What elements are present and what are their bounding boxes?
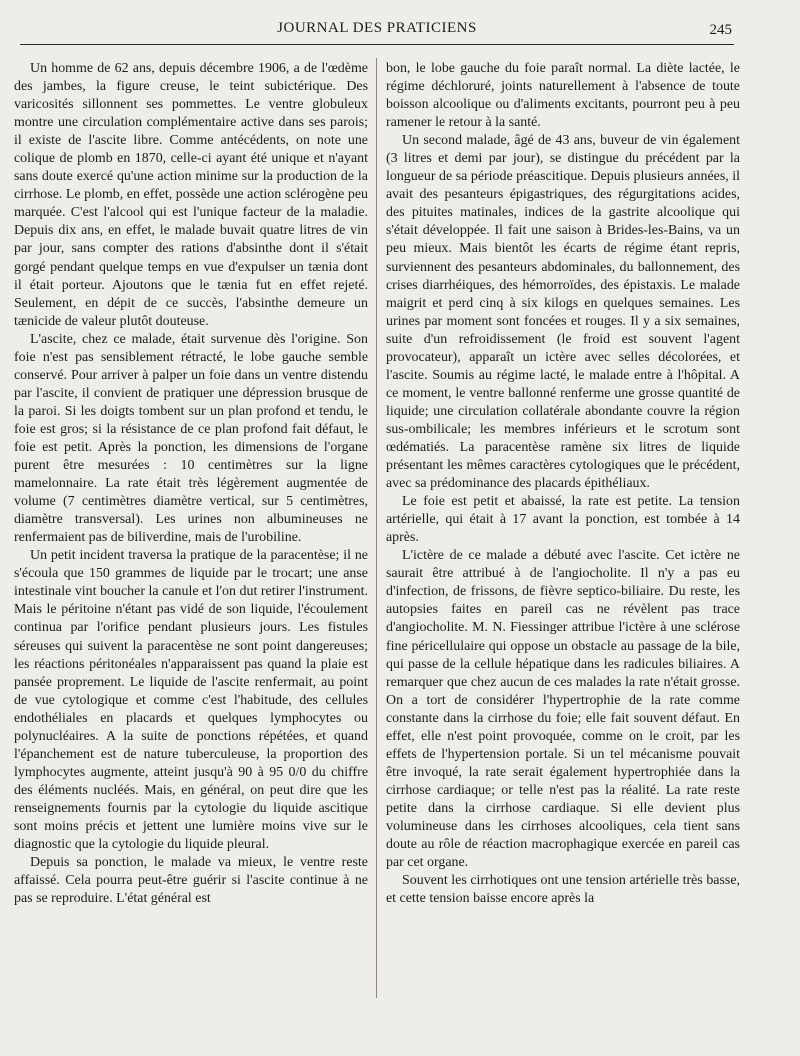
paragraph: Un second malade, âgé de 43 ans, buveur de vin également (3 litres et demi par jour), se distingue du précédent par la longueur de sa période préascitique. Depuis plusieurs années, il avait des pesanteurs épigastriques, des régurgitations acides, des pituites matinales, indices de la gastrite alcoolique qui s'était développée. Il fait une saison à Brides-les-Bains, va un peu mieux. Mais bientôt les écarts de régime étant repris, surviennent des pesanteurs abdominales, du ballonnement, des crises diarrhéiques, des hémorroïdes, des épistaxis. Le malade maigrit et perd cinq à six kilogs en quelques semaines. Les urines par moment sont foncées et rouges. Il y a six semaines, suite d'un refroidissement (le froid est souvent l'agent provocateur), apparaît un ictère avec selles décolorées, et l'ascite. Soumis au régime lacté, le malade entre à l'hôpital. A ce moment, le ventre ballonné renferme une grosse quantité de liquide; une circulation collatérale abondante couvre la région sus-ombilicale; les membres inférieurs et le scrotum sont œdématiés. La paracentèse ramène six litres de liquide présentant les mêmes caractères cytologiques que le précédent, avec sa prédominance des placards épithéliaux. <box>386 133 740 492</box>
paragraph: Le foie est petit et abaissé, la rate est petite. La tension artérielle, qui était à 17 avant la ponction, est tombée à 14 après. <box>386 494 740 546</box>
paragraph: Un homme de 62 ans, depuis décembre 1906, a de l'œdème des jambes, la figure creuse, le teint subictérique. Des varicosités sillonnent ses pommettes. Le ventre globuleux montre une circulation complémentaire active dans ses parois; il existe de l'ascite libre. Comme antécédents, on note une colique de plomb en 1870, celle-ci ayant été unique et n'ayant sans doute exercé qu'une action minime sur la production de la cirrhose. Le plomb, en effet, possède une action sclérogène peu marquée. C'est l'alcool qui est l'unique facteur de la maladie. Depuis dix ans, en effet, le malade buvait quatre litres de vin par jour, sans compter des rations d'absinthe dont il s'était gorgé pendant quelque temps en vue d'expulser un tænia dont il était porteur. Ajoutons que le tænia fut en effet rejeté. Seulement, en dépit de ce succès, l'absinthe demeure un tænicide de valeur plutôt douteuse. <box>14 61 368 329</box>
page-number: 245 <box>709 22 732 38</box>
header-rule <box>20 44 734 45</box>
journal-title: JOURNAL DES PRATICIENS <box>277 20 477 36</box>
left-column <box>14 60 368 908</box>
paragraph: Souvent les cirrhotiques ont une tension artérielle très basse, et cette tension baisse encore après la <box>386 873 740 907</box>
paragraph: Depuis sa ponction, le malade va mieux, le ventre reste affaissé. Cela pourra peut-être guérir si l'ascite continue à ne pas se reproduire. L'état général est <box>14 855 368 907</box>
paragraph: Un petit incident traversa la pratique de la paracentèse; il ne s'écoula que 150 grammes de liquide par le trocart; une anse intestinale vint boucher la canule et l'on dut retirer l'instrument. Mais le péritoine n'étant pas vidé de son liquide, l'écoulement continua par l'orifice pendant plusieurs jours. Les fistules séreuses qui suivent la paracentèse ne sont point dangereuses; les réactions péritonéales n'apparaissent pas quand la plaie est pansée proprement. Le liquide de l'ascite renfermait, au point de vue cytologique et comme c'est l'habitude, des cellules endothéliales en placards et quelques lymphocytes ou polynucléaires. A la suite de ponctions répétées, et quand l'épanchement est de nature tuberculeuse, la proportion des lymphocytes augmente, atteint jusqu'à 90 à 95 0/0 du chiffre des éléments nucléés. Mais, en général, on peut dire que les renseignements fournis par la cytologie du liquide ascitique sont moins précis et jettent une lumière moins vive sur le diagnostic que la cytologie du liquide pleural. <box>14 548 368 853</box>
column-divider <box>376 58 377 998</box>
right-column <box>386 60 740 908</box>
paragraph: bon, le lobe gauche du foie paraît normal. La diète lactée, le régime déchloruré, joints naturellement à l'absence de toute boisson alcoolique ou d'aliments excitants, pourront peu à peu ramener le retour à la santé. <box>386 61 740 131</box>
paragraph: L'ictère de ce malade a débuté avec l'ascite. Cet ictère ne saurait être attribué à de l'angiocholite. Il n'y a pas eu d'infection, de frissons, de fièvre septico-biliaire. Du reste, les autopsies faites en pareil cas ne révèlent pas trace d'angiocholite. M. N. Fiessinger attribue l'ictère à une sclérose fine péricellulaire qui oppose un obstacle au passage de la bile, qui passe de la cellule hépatique dans les radicules biliaires. A remarquer que chez aucun de ces malades la rate n'était grosse. On a tort de considérer l'hypertrophie de la rate comme constante dans la cirrhose du foie; elle fait souvent défaut. En effet, elle n'est point provoquée, comme on le croit, par les effets de l'hypertension portale. Si un tel mécanisme pouvait être invoqué, la rate serait également hypertrophiée dans la cirrhose cardiaque; or telle n'est pas la réalité. La rate reste petite dans la cirrhose cardiaque. Si elle devient plus volumineuse dans les cirrhoses alcooliques, cela tient sans doute au rôle de réaction macrophagique exercée en pareil cas par cet organe. <box>386 548 740 871</box>
paragraph: L'ascite, chez ce malade, était survenue dès l'origine. Son foie n'est pas sensiblement rétracté, le lobe gauche semble conservé. Pour arriver à palper un foie dans un ventre distendu par l'ascite, il convient de pratiquer une dépression brusque de la paroi. Si les doigts tombent sur un plan profond et tendu, le foie est gros; si la résistance de ce plan profond fait défaut, le foie est petit. Après la ponction, les dimensions de l'organe purent être mesurées : 10 centimètres sur la ligne mamelonnaire. La rate était très légèrement augmentée de volume (7 centimètres diamètre vertical, sur 5 centimètres, diamètre transversal). Les urines non albumineuses ne renfermaient pas de biliverdine, mais de l'urobiline. <box>14 331 368 546</box>
running-header <box>22 20 732 46</box>
